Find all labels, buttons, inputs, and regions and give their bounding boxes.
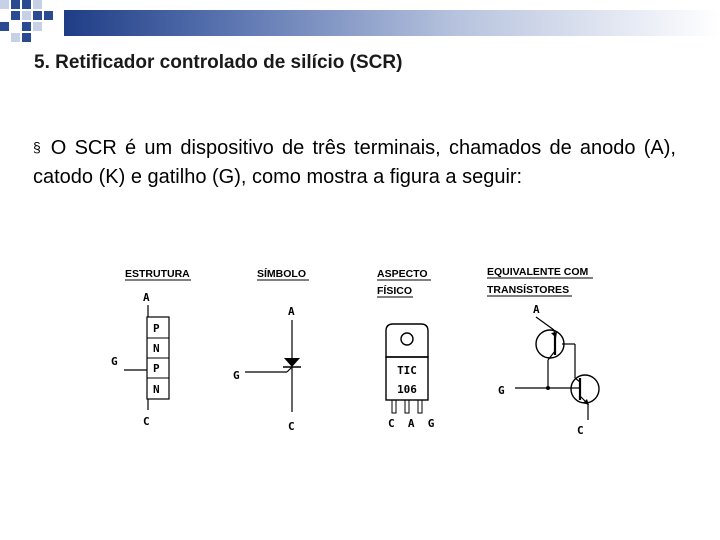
bullet-marker: § [33, 139, 41, 155]
aspecto-diagram [377, 268, 435, 430]
package-pin [405, 400, 409, 413]
equivalente-cathode-label: C [577, 424, 584, 437]
mounting-hole [401, 333, 413, 345]
package-pin [392, 400, 396, 413]
layer-p1-label: P [153, 322, 160, 335]
part-number-line2: 106 [397, 383, 417, 396]
simbolo-diagram [233, 267, 309, 433]
equivalente-diagram [487, 266, 599, 437]
equivalente-anode-label: A [533, 303, 540, 316]
slide-title: 5. Retificador controlado de silício (SCR) [34, 52, 403, 73]
package-pin [418, 400, 422, 413]
pnp-collector [548, 351, 555, 360]
anode-wire [536, 317, 554, 330]
simbolo-cathode-label: C [288, 420, 295, 433]
layer-n1-label: N [153, 342, 160, 355]
simbolo-gate-label: G [233, 369, 240, 382]
npn-transistor-circle [571, 375, 599, 403]
simbolo-anode-label: A [288, 305, 295, 318]
heatsink-tab [386, 324, 428, 357]
simbolo-heading: SÍMBOLO [257, 268, 306, 280]
pnp-transistor-circle [536, 330, 564, 358]
aspecto-heading-line2: FÍSICO [377, 285, 413, 297]
estrutura-diagram [111, 268, 191, 428]
estrutura-heading: ESTRUTURA [125, 268, 190, 280]
aspecto-heading-line1: ASPECTO [377, 268, 428, 280]
scr-triangle [284, 358, 300, 367]
layer-p2-label: P [153, 362, 160, 375]
estrutura-gate-label: G [111, 355, 118, 368]
equivalente-heading-line2: TRANSÍSTORES [487, 284, 570, 296]
part-number-line1: TIC [397, 364, 417, 377]
equivalente-heading-line1: EQUIVALENTE COM [487, 266, 589, 278]
equivalente-gate-label: G [498, 384, 505, 397]
estrutura-cathode-label: C [143, 415, 150, 428]
layer-n2-label: N [153, 383, 160, 396]
bullet-text: O SCR é um dispositivo de três terminais, chamados de anodo (A), catodo (K) e gatilho (G), como mostra a figura a seguir: [33, 137, 676, 188]
estrutura-anode-label: A [143, 291, 150, 304]
pin-labels: C A G [388, 417, 435, 430]
junction-dot [546, 386, 550, 390]
